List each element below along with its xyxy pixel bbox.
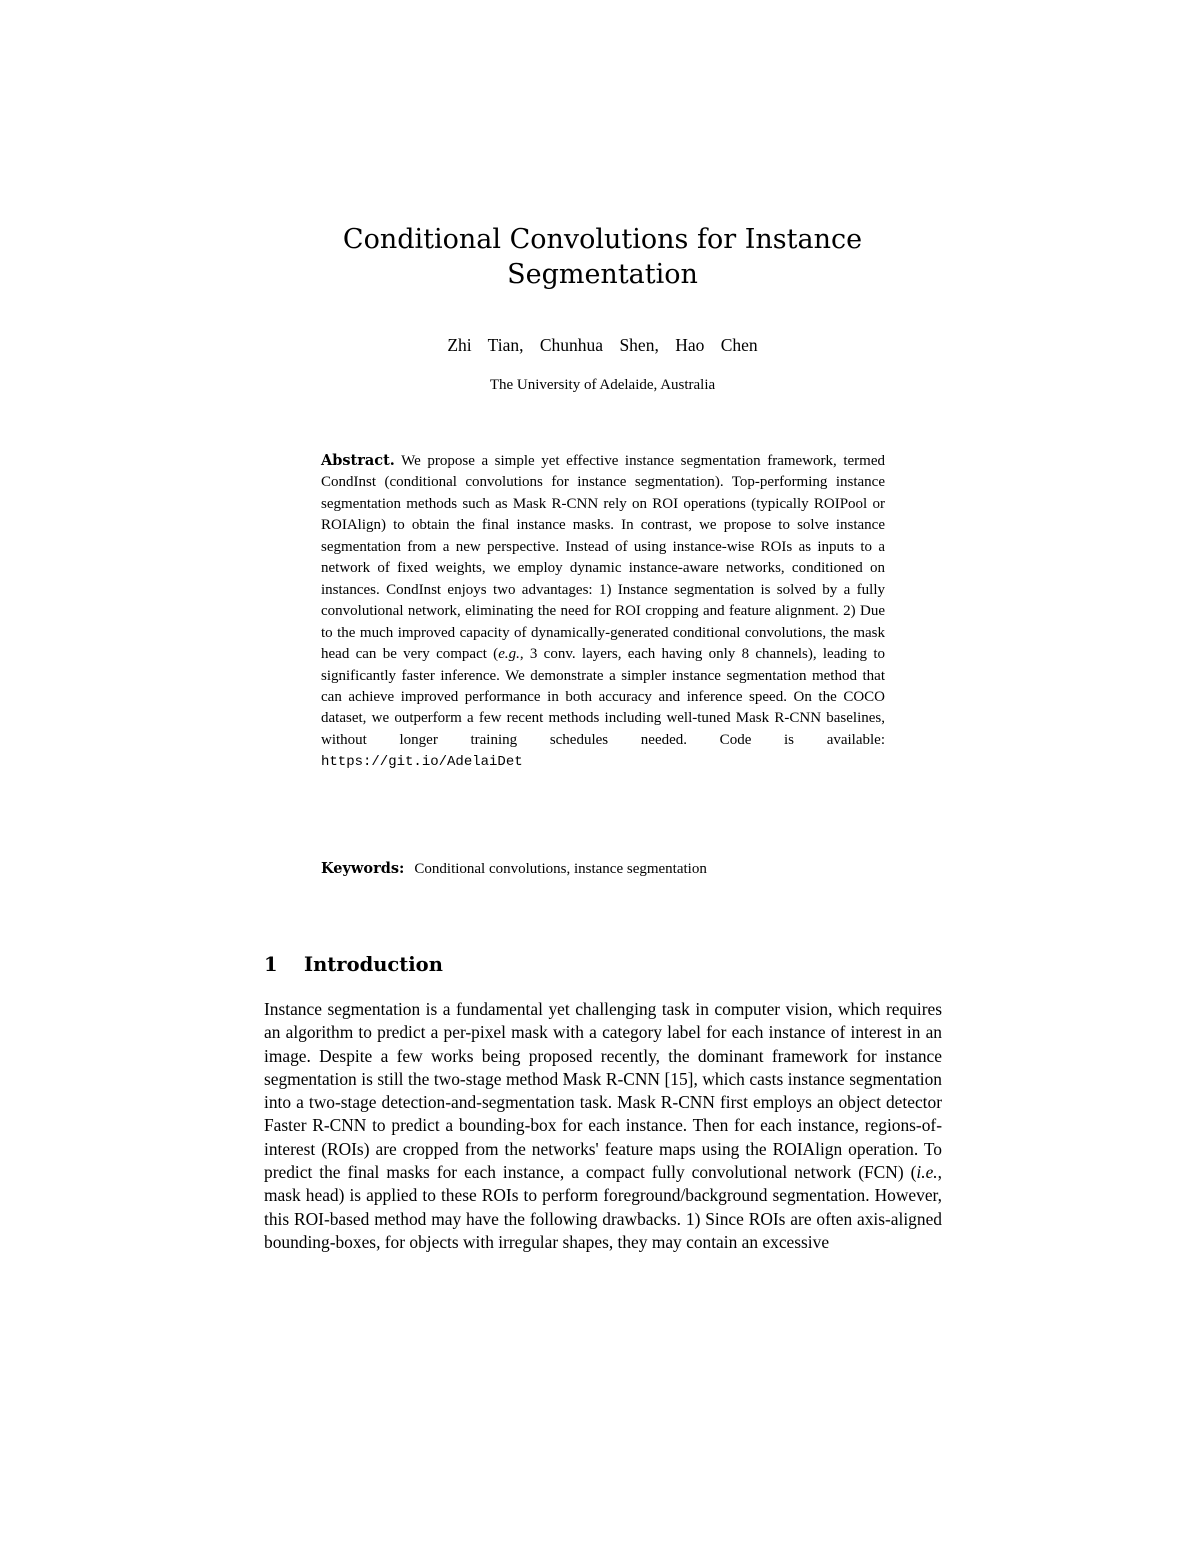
abstract <box>321 450 885 774</box>
author-list: Zhi Tian, Chunhua Shen, Hao Chen <box>447 335 758 355</box>
section-number: 1 <box>264 953 278 976</box>
keywords-label: Keywords: <box>321 860 405 877</box>
intro-text-part1: Instance segmentation is a fundamental yet challenging task in computer vision, which requires an algorithm to predict a per-pixel mask with a category label for each instance of interest in an image. Despite a few works being proposed recently, the dominant framework for instance segmentation is still the two-stage method Mask R-CNN [15], which casts instance segmentation into a two-stage detection-and-segmentation task. Mask R-CNN first employs an object detector Faster R-CNN to predict a bounding-box for each instance. Then for each instance, regions-of-interest (ROIs) are cropped from the networks' feature maps using the ROIAlign operation. To predict the final masks for each instance, a compact fully convolutional network (FCN) ( <box>264 999 942 1183</box>
intro-paragraph <box>264 998 942 1254</box>
keywords-text: Conditional convolutions, instance segmentation <box>414 861 707 877</box>
abstract-eg: e.g. <box>498 646 520 663</box>
abstract-label: Abstract. <box>321 452 395 469</box>
keywords <box>321 858 885 880</box>
affiliation: The University of Adelaide, Australia <box>489 377 716 393</box>
abstract-text-part1: We propose a simple yet effective instance segmentation framework, termed CondInst (conditional convolutions for instance segmentation). Top-performing instance segmentation methods such as Mask R-CNN rely on ROI operations (typically ROIPool or ROIAlign) to obtain the final instance masks. In contrast, we propose to solve instance segmentation from a new perspective. Instead of using instance-wise ROIs as inputs to a network of fixed weights, we employ dynamic instance-aware networks, conditioned on instances. CondInst enjoys two advantages: 1) Instance segmentation is solved by a fully convolutional network, eliminating the need for ROI cropping and feature alignment. 2) Due to the much improved capacity of dynamically-generated conditional convolutions, the mask head can be very compact ( <box>321 453 885 663</box>
abstract-text-part2: , 3 conv. layers, each having only 8 channels), leading to significantly faster inference. We demonstrate a simpler instance segmentation method that can achieve improved performance in both accuracy and inference speed. On the COCO dataset, we outperform a few recent methods including well-tuned Mask R-CNN baselines, without longer training schedules needed. Code is available: <box>321 646 885 748</box>
code-url-link[interactable]: https://git.io/AdelaiDet <box>321 754 523 771</box>
intro-text-part2: , mask head) is applied to these ROIs to perform foreground/background segmentation. However, this ROI-based method may have the following drawbacks. 1) Since ROIs are often axis-aligned bounding-boxes, for objects with irregular shapes, they may contain an excessive <box>264 1162 942 1252</box>
intro-ie: i.e. <box>916 1162 938 1183</box>
paper-title: Conditional Convolutions for Instance Segmentation <box>342 224 863 290</box>
section-title: Introduction <box>304 953 443 976</box>
section-heading <box>264 951 443 979</box>
